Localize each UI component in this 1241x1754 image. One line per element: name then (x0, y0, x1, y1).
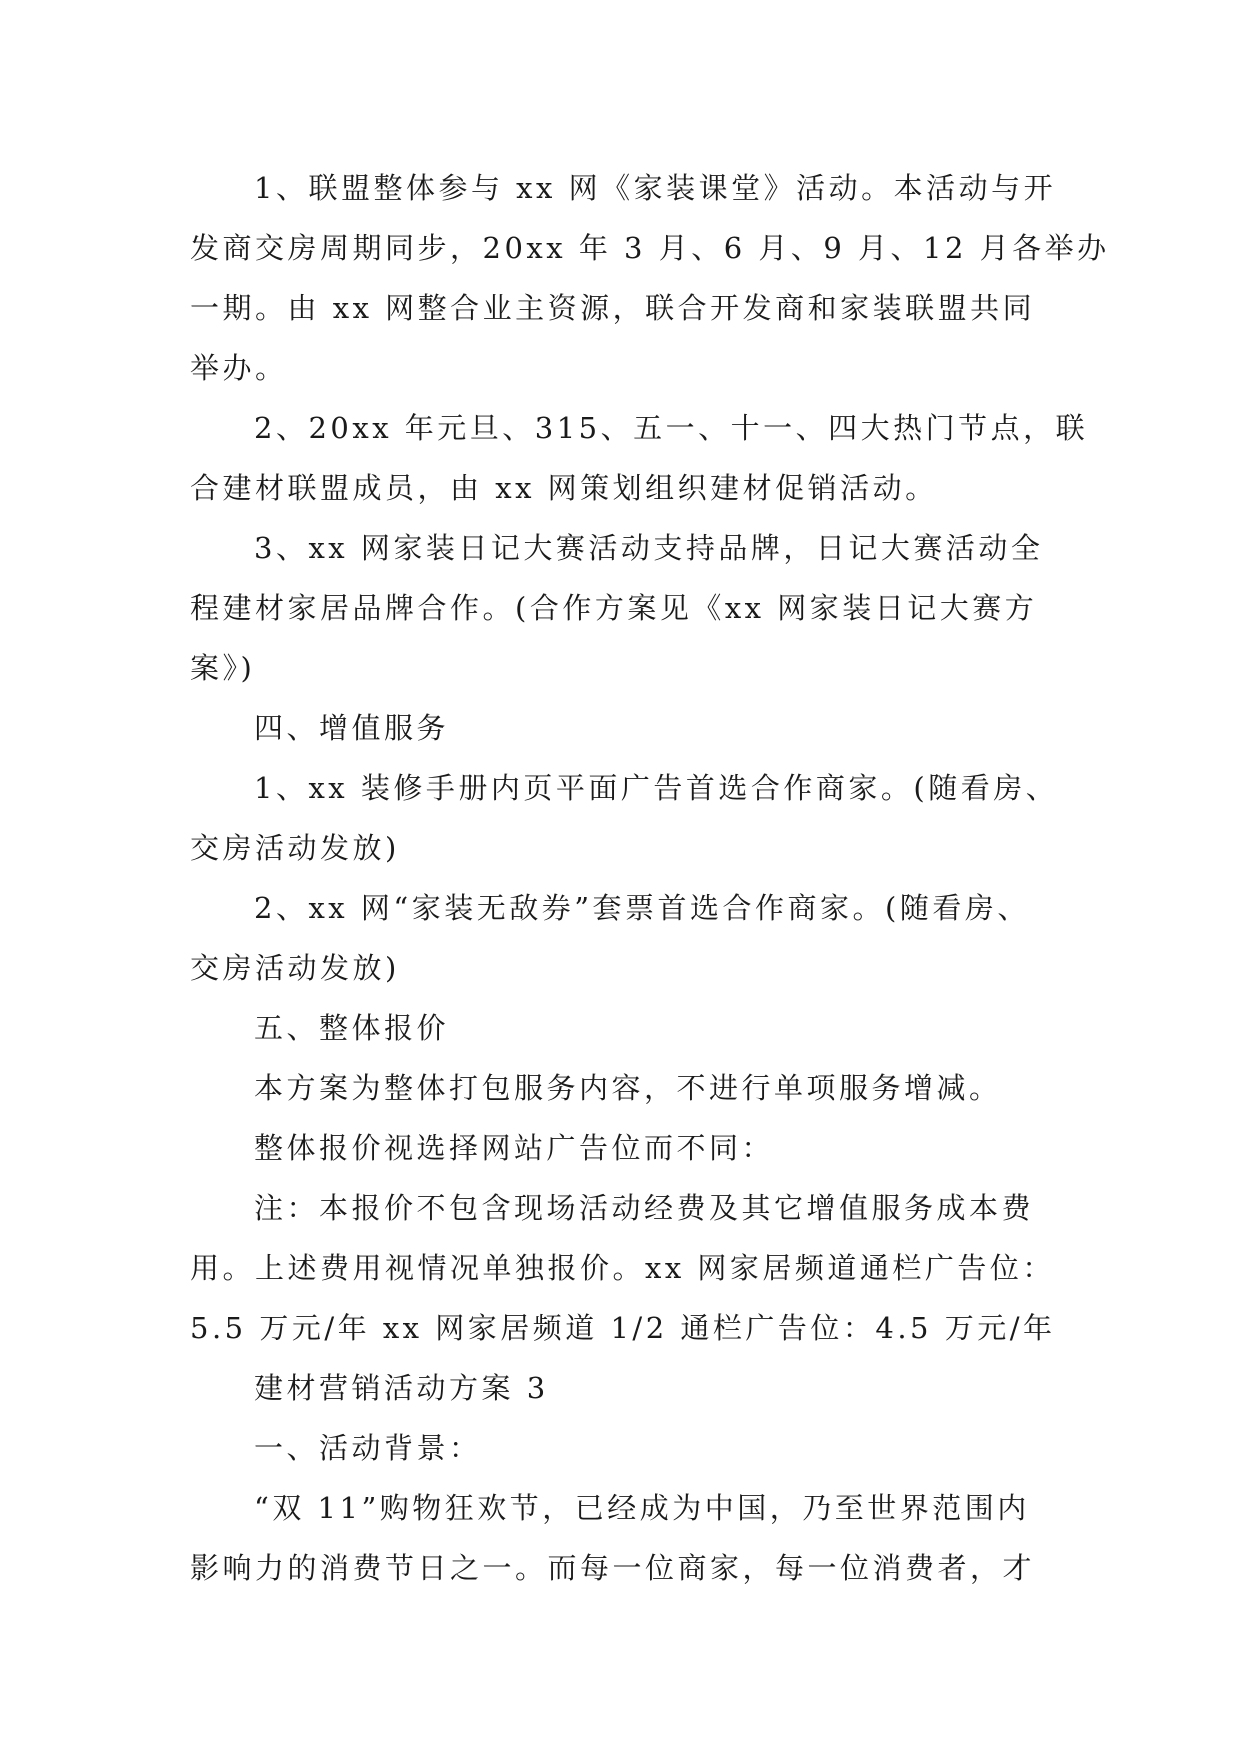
text-line: 举办。 (190, 351, 288, 385)
text-line: 用。上述费用视情况单独报价。xx 网家居频道通栏广告位： (190, 1251, 1055, 1285)
text-line: 程建材家居品牌合作。(合作方案见《xx 网家装日记大赛方 (190, 591, 1038, 625)
section-heading: 一、活动背景： (254, 1431, 482, 1465)
text-line: 1、联盟整体参与 xx 网《家装课堂》活动。本活动与开 (254, 171, 1057, 205)
section-heading: 五、整体报价 (254, 1011, 450, 1045)
text-line: 注：本报价不包含现场活动经费及其它增值服务成本费 (254, 1191, 1035, 1225)
text-line: 案》) (190, 651, 256, 685)
text-line: 5.5 万元/年 xx 网家居频道 1/2 通栏广告位：4.5 万元/年 (190, 1311, 1056, 1345)
text-line: 2、20xx 年元旦、315、五一、十一、四大热门节点，联 (254, 411, 1089, 445)
text-line: 交房活动发放) (190, 831, 400, 865)
text-line: 3、xx 网家装日记大赛活动支持品牌，日记大赛活动全 (254, 531, 1044, 565)
text-line: 本方案为整体打包服务内容，不进行单项服务增减。 (254, 1071, 1002, 1105)
text-line: 整体报价视选择网站广告位而不同： (254, 1131, 775, 1165)
text-line: 交房活动发放) (190, 951, 400, 985)
text-line: 1、xx 装修手册内页平面广告首选合作商家。(随看房、 (254, 771, 1059, 805)
text-line: 影响力的消费节日之一。而每一位商家，每一位消费者，才 (190, 1551, 1036, 1585)
text-line: 2、xx 网“家装无敌券”套票首选合作商家。(随看房、 (254, 891, 1030, 925)
section-heading: 四、增值服务 (254, 711, 450, 745)
text-line: “双 11”购物狂欢节，已经成为中国，乃至世界范围内 (254, 1491, 1030, 1525)
text-line: 一期。由 xx 网整合业主资源，联合开发商和家装联盟共同 (190, 291, 1036, 325)
text-line: 发商交房周期同步，20xx 年 3 月、6 月、9 月、12 月各举办 (190, 231, 1110, 265)
document-title: 建材营销活动方案 3 (254, 1371, 549, 1405)
text-line: 合建材联盟成员，由 xx 网策划组织建材促销活动。 (190, 471, 938, 505)
document-body (190, 158, 1110, 1598)
